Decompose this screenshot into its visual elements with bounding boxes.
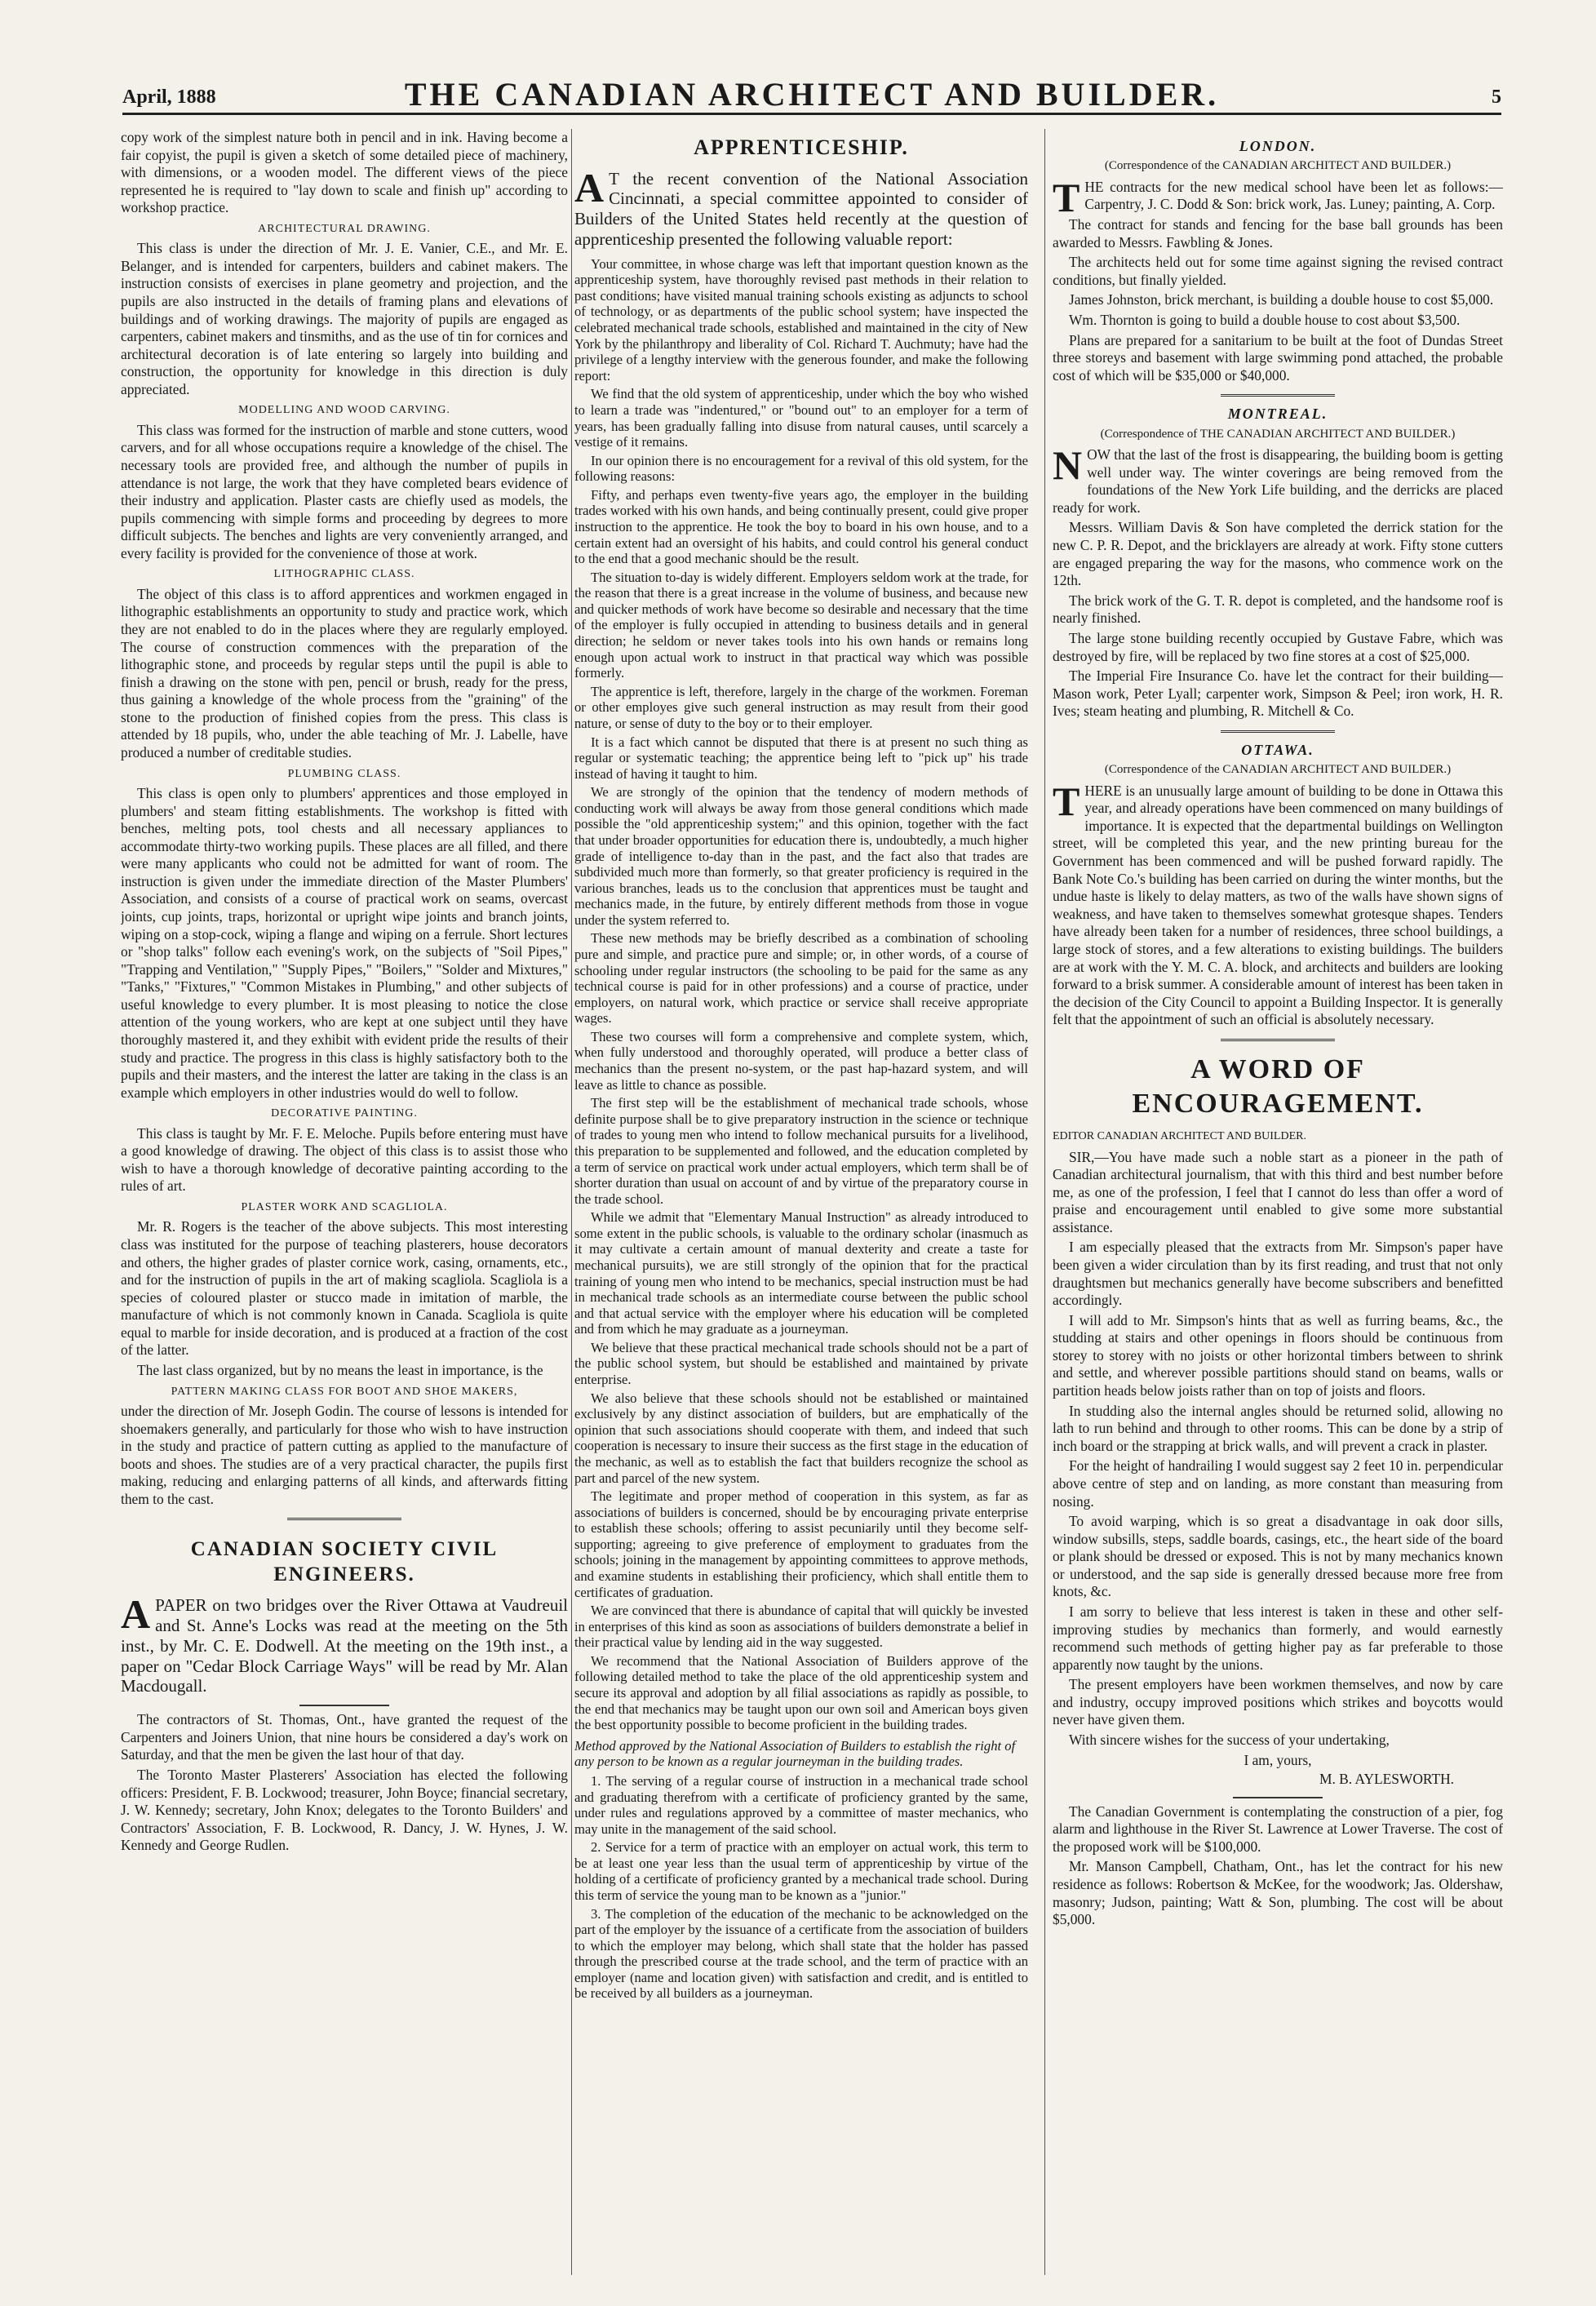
drop-cap: T [1053,778,1080,824]
section-heading: LITHOGRAPHIC CLASS. [273,568,415,581]
lead-text: T the recent convention of the National Association Cincinnati, a special committee appointed to consider of Builders of the United States held recently at the question of apprenticeship presented the following valuable report: [574,168,1028,249]
article-headline: A WORD OF ENCOURAGEMENT. [1132,1053,1424,1119]
lead-paragraph [121,1591,568,1696]
paragraph: This class is under the direction of Mr. J. E. Vanier, C.E., and Mr. E. Belanger, and is intended for carpenters, builders and cabinet makers. The instruction consists of exercises in plane geometry and projection, and the pupils are also instructed in the details of framing plans and elevations of buildings and of working drawings. The majority of pupils are engaged as carpenters, cabinet makers and tinsmiths, and as the use of tin for cornices and architectural decoration is of late entering so largely into building and construction, the opportunity for knowledge in this direction is duly appreciated. [121,240,568,397]
divider [1233,1797,1323,1798]
paragraph: SIR,—You have made such a noble start as a pioneer in the path of Canadian architectural journalism, that with this third and best number before me, as one of the profession, I feel that I cannot do less than offer a word of praise and encouragement until enabled to give some more substantial assistance. [1053,1148,1503,1235]
section-heading: PATTERN MAKING CLASS FOR BOOT AND SHOE MAKERS, [171,1385,518,1398]
paragraph: To avoid warping, which is so great a disadvantage in oak door sills, window subsills, steps, saddle boards, casings, etc., the heart side of the board or plank should be dressed or exposed. This is not by many mechanics known or understood, and the sap side is generally dressed because more free from knots, &c. [1053,1513,1503,1600]
paragraph: This class was formed for the instruction of marble and stone cutters, wood carvers, and for all whose occupations require a knowledge of the chisel. The necessary tools are provided free, and although the number of pupils in attendance is not large, the work that they have completed bears evidence of their industry and application. Plaster casts are chiefly used as models, the pupils commencing with simple forms and proceeding by degrees to more difficult subjects. The benches and lights are very conveniently arranged, and every facility is provided for the convenience of those at work. [121,421,568,561]
paragraph: We recommend that the National Association of Builders approve of the following detailed method to take the place of the old apprenticeship system and secure its approval and adoption by all filial associations as rapidly as possible, to the end that mechanics may be taught upon our own soil and American boys given the best opportunity possible to become proficient in the building trades. [574,1652,1028,1733]
method-heading: Method approved by the National Association of Builders to establish the right of any person to be known as a regular journeyman in the building trades. [574,1737,1016,1770]
correspondence-line: (Correspondence of the CANADIAN ARCHITECT AND BUILDER.) [1104,159,1452,173]
montreal-body [1053,519,1503,720]
divider [1221,394,1335,397]
paragraph: Mr. R. Rogers is the teacher of the above subjects. This most interesting class was instituted for the purpose of teaching plasterers, house decorators and others, the higher grades of plaster cornice work, casing, ornaments, etc., and for the instruction of pupils in the art of making scagliola. Scagliola is a species of coloured plaster or stucco made in imitation of marble, the manufacture of which is not commonly known in Canada. Scagliola is quite equal to marble for inside decoration, and is produced at a fraction of the cost of the latter. [121,1218,568,1359]
paragraph: The first step will be the establishment of mechanical trade schools, whose definite purpose shall be to give preparatory instruction in the science or technique of trades to young men who intend to follow mechanical pursuits for a livelihood, this preparation to be supplemented and followed, and the education completed by a term of service on practical work under actual employers, which term shall be of shorter duration than usual on account of and by virtue of the preparatory course in the trade school. [574,1095,1028,1207]
method-item: 1. The serving of a regular course of instruction in a mechanical trade school and graduating therefrom with a certificate of proficiency granted by the same, under rules and regulations approved by a committee of master mechanics, who may unite in the management of the said school. [574,1772,1028,1837]
paragraph: For the height of handrailing I would suggest say 2 feet 10 in. perpendicular above centre of step and on landing, as more constant than measuring from nosing. [1053,1457,1503,1510]
paragraph: The last class organized, but by no means the least in importance, is the [137,1362,543,1378]
paragraph: We find that the old system of apprenticeship, under which the boy who wished to learn a trade was "indentured," or "bound out" to an employer for a term of years, has been gradually falling into disuse from natural causes, until scarcely a vestige of it remains. [574,386,1028,450]
section-heading: ARCHITECTURAL DRAWING. [258,222,431,235]
paragraph: The Toronto Master Plasterers' Association has elected the following officers: President, F. B. Lockwood; treasurer, John Boyce; financial secretary, J. W. Kennedy; secretary, John Knox; delegates to the Toronto Builders' and Contractors' Association, F. B. Lockwood, R. Dancy, J. W. Hynes, J. W. Kennedy and George Rudlen. [121,1766,568,1854]
page-number: 5 [1492,86,1501,108]
paragraph: These new methods may be briefly described as a combination of schooling pure and simple, and practice pure and simple; or, in other words, of a course of schooling under regular instructors (the schooling to be paid for the same as any technical course is paid for in other professions) and a course of practice, under employers, on natural work, which practice or service shall receive appropriate wages. [574,930,1028,1027]
column-left [121,129,568,2283]
paragraph: The situation to-day is widely different. Employers seldom work at the trade, for the reason that there is a great increase in the volume of business, and because new and quicker methods of work have become so desirable and necessary that the time of the employer is fully occupied in attending to business details and in general direction; he seldom or never takes tools into his own hands or remains long enough upon actual work to instruct in that practical way which was possible formerly. [574,569,1028,681]
divider [287,1518,401,1520]
london-body [1053,216,1503,384]
drop-cap: T [1053,174,1080,220]
section-heading: MODELLING AND WOOD CARVING. [238,404,450,417]
paragraph: We are convinced that there is abundance of capital that will quickly be invested in enterprises of this kind as soon as associations of builders demonstrate a belief in their practical value by lending aid in the way suggested. [574,1603,1028,1651]
drop-cap: A [574,164,605,211]
lead-paragraph [1053,442,1503,517]
section-heading: DECORATIVE PAINTING. [271,1107,418,1120]
correspondence-line: (Correspondence of the CANADIAN ARCHITECT AND BUILDER.) [1104,763,1452,777]
drop-cap: A [121,1591,151,1638]
paragraph: Plans are prepared for a sanitarium to be built at the foot of Dundas Street three storeys and basement with large swimming pond attached, the probable cost of which will be $35,000 or $40,000. [1053,331,1503,384]
column-center [574,129,1028,2283]
paragraph: under the direction of Mr. Joseph Godin. The course of lessons is intended for shoemakers generally, and particularly for those who wish to have instruction in the study and practice of pattern cutting as applied to the manufacture of boots and shoes. The studies are of a very practical character, the pupils first making, reducing and enlarging patterns of all kinds, and afterwards fitting them to the cast. [121,1402,568,1507]
column-divider [571,129,572,2275]
paragraph: This class is taught by Mr. F. E. Meloche. Pupils before entering must have a good knowledge of drawing. The object of this class is to assist those who wish to have a thorough knowledge of decorative painting according to the rules of art. [121,1124,568,1195]
divider [1221,1039,1335,1041]
method-item: 3. The completion of the education of the mechanic to be acknowledged on the part of the employer by the issuance of a certificate from the association of builders to which the employer may belong, which shall state that the holder has passed through the prescribed course at the trade school, and the term of practice with an employer (name and location given) with satisfaction and credit, and is entitled to be received by all builders as a journeyman. [574,1905,1028,2002]
city-heading: MONTREAL. [1227,406,1328,423]
paragraph: Messrs. William Davis & Son have completed the derrick station for the new C. P. R. Depot, and the bricklayers are already at work. Fifty stone cutters are engaged preparing the way for the masons, who commence work on the 12th. [1053,519,1503,589]
section-heading: PLASTER WORK AND SCAGLIOLA. [241,1201,448,1214]
section-heading: PLUMBING CLASS. [287,767,401,780]
letter-signature: M. B. AYLESWORTH. [1319,1771,1454,1788]
divider [299,1705,389,1706]
paragraph: Fifty, and perhaps even twenty-five years ago, the employer in the building trades worked with his own hands, and being continually present, could give proper instruction to the apprentice. He took the boy to board in his own house, and to a certain extent had an oversight of his habits, and could control his general conduct to the end that a good mechanic should be the result. [574,486,1028,567]
report-body [574,256,1028,1733]
intro-paragraph: copy work of the simplest nature both in pencil and in ink. Having become a fair copyist, the pupil is given a sketch of some detailed piece of machinery, with dimensions, or a wooden model. The different views of the piece represented he is required to "lay down to scale and finish up" according to workshop practice. [121,129,568,216]
lead-paragraph [1053,778,1503,1029]
letter-body [1053,1149,1503,1749]
paragraph: Wm. Thornton is going to build a double house to cost about $3,500. [1069,311,1461,328]
paragraph: In our opinion there is no encouragement for a revival of this old system, for the following reasons: [574,452,1028,485]
correspondence-line: (Correspondence of THE CANADIAN ARCHITECT AND BUILDER.) [1100,427,1456,441]
article-headline: APPRENTICESHIP. [694,135,909,159]
issue-date: April, 1888 [122,86,216,108]
paragraph: The brick work of the G. T. R. depot is completed, and the handsome roof is nearly finished. [1053,592,1503,627]
paragraph: The Canadian Government is contemplating the construction of a pier, fog alarm and lighthouse in the River St. Lawrence at Lower Traverse. The cost of the proposed work will be $100,000. [1053,1803,1503,1855]
paragraph: James Johnston, brick merchant, is building a double house to cost $5,000. [1069,291,1494,308]
paragraph: I will add to Mr. Simpson's hints that as well as furring beams, &c., the studding at stairs and other openings in floors should be continuous from storey to storey with no joists or other horizontal timbers between to shrink and settle, and wherever possible partitions should stand on beams, walls or partition heads below joists rather than on top of joists and floors. [1053,1311,1503,1399]
paragraph: The object of this class is to afford apprentices and workmen engaged in lithographic establishments an opportunity to study and practice work, which they are not enabled to do in the places where they are regularly employed. The course of construction commences with the preparation of the lithographic stone, and proceeds by regular steps until the pupil is able to finish a drawing on the stone with pen, pencil or brush, ready for the press, thus gaining a knowledge of the whole process from the "graining" of the stone to the production of finished copies from the press. This class is attended by 18 pupils, who, under the able teaching of Mr. J. Labelle, have produced a number of creditable studies. [121,585,568,761]
method-item: 2. Service for a term of practice with an employer on actual work, this term to be at least one year less than the usual term of apprenticeship by virtue of the holding of a certificate of proficiency granted by a mechanical trade school. During this term of service the young man to be known as a "junior." [574,1839,1028,1903]
article-headline: CANADIAN SOCIETY CIVIL ENGINEERS. [190,1538,499,1586]
paragraph: It is a fact which cannot be disputed that there is at present no such thing as regular or systematic teaching; the apprentice being left to "pick up" his trade instead of having it taught to him. [574,734,1028,782]
divider [1221,730,1335,733]
drop-cap: N [1053,442,1083,489]
editor-line: EDITOR CANADIAN ARCHITECT AND BUILDER. [1053,1130,1306,1143]
lead-paragraph [574,164,1028,250]
notes-body [1053,1803,1503,1929]
lead-text: HERE is an unusually large amount of building to be done in Ottawa this year, and already operations have been commenced on many buildings of importance. It is expected that the departmental buildings on Wellington street, will be completed this year, and the new printing bureau for the Government has been commenced and will be pushed forward rapidly. The Bank Note Co.'s building has been carried on during the winter months, but the undue haste is likely to delay matters, as two of the walls have shown signs of weakness, and have taken to themselves somewhat grotesque shapes. Tenders have already been taken for a number of residences, three school buildings, a large stock of stores, and a few alterations to existing buildings. The builders are at work with the Y. M. C. A. block, and architects and builders are looking forward to a brisk summer. A considerable amount of interest has been taken in the decision of the City Council to appoint a Building Inspector. It is generally felt that the appointment of such an official is absolutely necessary. [1053,782,1503,1028]
paragraph: In studding also the internal angles should be returned solid, allowing no lath to run behind and through to other rooms. This can be done by a strip of inch board or the strapping at brick walls, and will prevent a crack in plaster. [1053,1402,1503,1454]
lead-text: HE contracts for the new medical school have been let as follows:—Carpentry, J. C. Dodd & Son: brick work, Jas. Luney; painting, A. Corp. [1084,178,1503,213]
paragraph: While we admit that "Elementary Manual Instruction" as already introduced to some extent in the public schools, is valuable to the ordinary scholar (inasmuch as it may cultivate a certain amount of manual dexterity and create a taste for mechanical pursuits), we are still strongly of the opinion that for the practical training of young men who intend to be mechanics, special instruction must be had in mechanical trade schools as an intermediate course between the public school and that actual service with the employer where his education will be completed and from which he may graduate as a journeyman. [574,1209,1028,1337]
paragraph: The large stone building recently occupied by Gustave Fabre, which was destroyed by fire, will be replaced by two fine stores at a cost of $25,000. [1053,629,1503,664]
paragraph: This class is open only to plumbers' apprentices and those employed in plumbers' and steam fitting establishments. The workshop is fitted with benches, melting pots, tool chests and all necessary appliances to accommodate thirty-two working pupils. These places are all filled, and there were many applicants who could not be admitted for want of room. The instruction is given under the immediate direction of the Master Plumbers' Association, and consists of a course of practical work on seams, overcast joints, cup joints, traps, horizontal or upright wipe joints and branch joints, wiping on a stop-cock, wiping a flange and wiping on a ferrule. Short lectures or "shop talks" follow each evening's work, on the subjects of "Soil Pipes," "Trapping and Ventilation," "Supply Pipes," "Boilers," "Solder and Mixtures," "Tanks," "Fixtures," "Common Mistakes in Plumbing," and other subjects of useful knowledge to every plumber. It is most pleasing to notice the close attention of the young workers, who are kept at one subject until they have thoroughly mastered it, and they exhibit with evident pride the results of their study and practice. The progress in this class is highly satisfactory both to the pupils and their masters, and the interest the latter are taking in the class is an example which employers in other industries would do well to follow. [121,784,568,1101]
masthead [122,75,1501,115]
paragraph: The Imperial Fire Insurance Co. have let the contract for their building—Mason work, Peter Lyall; carpenter work, Simpson & Peel; iron work, H. R. Ives; steam heating and plumbing, R. Mitchell & Co. [1053,667,1503,720]
letter-closing: I am, yours, [1244,1751,1312,1768]
column-divider [1044,129,1045,2275]
paragraph: With sincere wishes for the success of your undertaking, [1069,1732,1390,1749]
paragraph: We also believe that these schools should not be established or maintained exclusively by any distinct association of builders, but are emphatically of the opinion that such associations should cooperate with them, and indeed that such cooperation is necessary to insure their success as the first stage in the education of the mechanic, as well as to establish the fact that builders recognize the school as part and parcel of the new system. [574,1390,1028,1486]
paragraph: The apprentice is left, therefore, largely in the charge of the workmen. Foreman or other employes give such general instruction as may result from their good nature, or sense of duty to the boy or to their employer. [574,683,1028,731]
paragraph: We are strongly of the opinion that the tendency of modern methods of conducting work will always be away from those general conditions which made possible the "old apprenticeship system;" and this opinion, together with the fact that under broader opportunities for education there is, undoubtedly, a much higher grade of intelligence to-day than in the past, and the fact also that trades are subdivided much more than formerly, so that greater proficiency is required in the various branches, leads us to the conclusion that apprentices must be taught and mechanics made, in the future, by entirely different methods from those in vogue under the system referred to. [574,784,1028,928]
paragraph: I am especially pleased that the extracts from Mr. Simpson's paper have been given a wider circulation than by its first reading, and trust that not only draughtsmen but mechanics generally have become subscribers and benefitted accordingly. [1053,1239,1503,1309]
paragraph: The contractors of St. Thomas, Ont., have granted the request of the Carpenters and Joiners Union, that nine hours be considered a day's work on Saturday, and that the men be given the last hour of that day. [121,1711,568,1763]
paragraph: The present employers have been workmen themselves, and now by care and industry, occupy improved positions which strikes and boycotts would never have given them. [1053,1676,1503,1728]
paragraph: These two courses will form a comprehensive and complete system, which, when fully understood and thoroughly operated, will produce a better class of mechanics than the present no-system, or the past hap-hazard system, and will leave as little to chance as possible. [574,1028,1028,1093]
paragraph: The architects held out for some time against signing the revised contract conditions, but finally yielded. [1053,254,1503,288]
lead-text: OW that the last of the frost is disappearing, the building boom is getting well under way. The winter coverings are being removed from the foundations of the New York Life building, and the derricks are placed ready for work. [1053,446,1503,516]
paragraph: We believe that these practical mechanical trade schools should not be a part of the public school system, but should be established and maintained by private enterprise. [574,1339,1028,1388]
paragraph: The legitimate and proper method of cooperation in this system, as far as associations of builders is concerned, should be by encouraging private enterprise to establish these schools; offering to assist pecuniarily until they become self-supporting; agreeing to give preference of employment to graduates from the schools; joining in the management by appointing committees to approve methods, and examine students in establishing their proficiency, which shall entitle them to certificates of graduation. [574,1488,1028,1600]
paragraph: Mr. Manson Campbell, Chatham, Ont., has let the contract for his new residence as follows: Robertson & McKee, for the woodwork; Jas. Oldershaw, masonry; Judson, painting; Watt & Son, plumbing. The cost will be about $5,000. [1053,1858,1503,1928]
paragraph: The contract for stands and fencing for the base ball grounds has been awarded to Messrs. Fawbling & Jones. [1053,216,1503,251]
city-heading: LONDON. [1239,138,1317,154]
city-heading: OTTAWA. [1241,741,1314,758]
lead-paragraph [1053,174,1503,220]
paragraph: I am sorry to believe that less interest is taken in these and other self-improving studies by mechanics than formerly, and would earnestly recommend such methods of getting higher pay as far preferable to those apparently now taught by the unions. [1053,1603,1503,1673]
publication-title: THE CANADIAN ARCHITECT AND BUILDER. [404,76,1220,113]
lead-text: PAPER on two bridges over the River Ottawa at Vaudreuil and St. Anne's Locks was read at the meeting on the 5th inst., by Mr. C. E. Dodwell. At the meeting on the 19th inst., a paper on "Cedar Block Carriage Ways" will be read by Mr. Alan Macdougall. [121,1595,568,1696]
paragraph: Your committee, in whose charge was left that important question known as the apprenticeship system, have thoroughly revised past methods in their relation to past conditions; have visited manual training schools existing as adjuncts to school of technology, or as departments of the public school system; have inspected the celebrated mechanical trade schools, established and maintained in the city of New York by the philanthropy and liberality of Col. Richard T. Auchmuty; have had the privilege of a lengthy interview with the generous founder, and make the following report: [574,255,1028,384]
column-right [1053,129,1503,2283]
method-list [574,1773,1028,2002]
